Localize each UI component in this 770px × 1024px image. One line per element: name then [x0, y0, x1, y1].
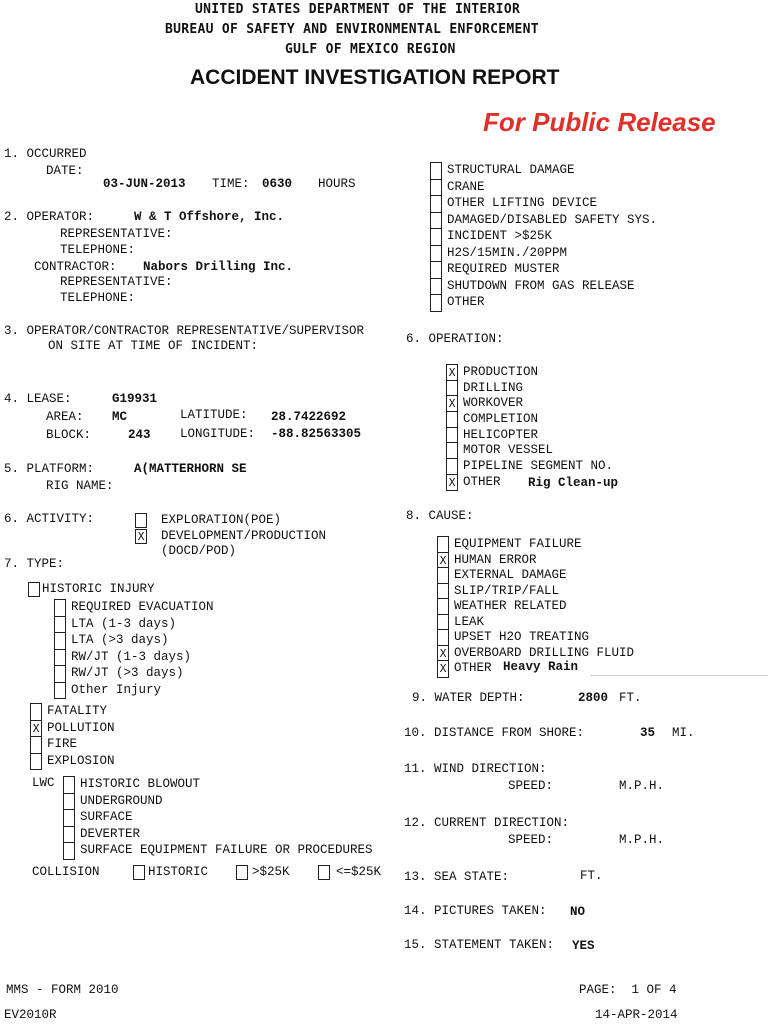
operation-checkbox[interactable]	[446, 458, 458, 475]
distance-value: 35	[640, 726, 656, 740]
wind-speed-label: SPEED:	[508, 779, 554, 793]
lwc-label: LWC	[32, 776, 55, 790]
operator-representative-label: REPRESENTATIVE:	[60, 227, 173, 241]
type-checkbox[interactable]: X	[30, 720, 42, 737]
lwc-checkbox[interactable]	[63, 776, 75, 793]
activity-label: 6. ACTIVITY:	[4, 512, 95, 526]
type-item-label: FATALITY	[47, 704, 108, 718]
collision-historic-label: HISTORIC	[148, 865, 209, 879]
incident-checkbox[interactable]	[430, 195, 442, 212]
collision-label: COLLISION	[32, 865, 100, 879]
cause-checkbox[interactable]: X	[437, 552, 449, 569]
lwc-checkbox[interactable]	[63, 826, 75, 843]
injury-checkbox[interactable]	[54, 616, 66, 633]
collision-le-checkbox[interactable]	[318, 865, 330, 880]
operation-other-value: Rig Clean-up	[528, 476, 619, 490]
statement-taken-value: YES	[572, 939, 595, 953]
water-depth-unit: FT.	[619, 691, 642, 705]
incident-checkbox[interactable]	[430, 228, 442, 245]
development-label: DEVELOPMENT/PRODUCTION	[161, 529, 327, 543]
contractor-telephone-label: TELEPHONE:	[60, 291, 136, 305]
type-checkbox[interactable]	[30, 753, 42, 771]
lwc-item-label: HISTORIC BLOWOUT	[80, 777, 201, 791]
exploration-checkbox[interactable]	[135, 513, 147, 528]
incident-item-label: INCIDENT >$25K	[447, 229, 553, 243]
lwc-checkbox[interactable]	[63, 842, 75, 860]
statement-taken-label: 15. STATEMENT TAKEN:	[404, 938, 555, 952]
type-checkbox[interactable]	[30, 736, 42, 753]
lwc-checkbox[interactable]	[63, 809, 75, 826]
current-speed-unit: M.P.H.	[619, 833, 665, 847]
incident-checkbox[interactable]	[430, 162, 442, 179]
development-label-2: (DOCD/POD)	[161, 544, 237, 558]
area-value: MC	[112, 410, 128, 424]
platform-value: A(MATTERHORN SE	[134, 462, 247, 476]
distance-unit: MI.	[672, 726, 695, 740]
historic-injury-checkbox[interactable]	[28, 582, 40, 597]
date-label: DATE:	[46, 164, 84, 178]
time-label: TIME:	[212, 177, 250, 191]
lease-value: G19931	[112, 392, 158, 406]
wind-speed-unit: M.P.H.	[619, 779, 665, 793]
latitude-label: LATITUDE:	[180, 408, 248, 422]
collision-gt-checkbox[interactable]	[236, 865, 248, 880]
cause-item-label: EXTERNAL DAMAGE	[454, 568, 567, 582]
operation-item-label: COMPLETION	[463, 412, 539, 427]
platform-label: 5. PLATFORM:	[4, 462, 95, 476]
pictures-taken-value: NO	[570, 905, 586, 919]
injury-item-label: LTA (1-3 days)	[71, 616, 177, 631]
cause-checkbox[interactable]	[437, 598, 449, 615]
report-code: EV2010R	[4, 1008, 57, 1022]
operation-item-label: OTHER	[463, 474, 501, 489]
lwc-checkbox[interactable]	[63, 793, 75, 810]
incident-item-label: DAMAGED/DISABLED SAFETY SYS.	[447, 212, 658, 227]
incident-checkbox[interactable]	[430, 245, 442, 262]
cause-checkbox[interactable]	[437, 583, 449, 600]
water-depth-value: 2800	[578, 691, 609, 705]
lease-label: 4. LEASE:	[4, 392, 72, 406]
lwc-item-label: SURFACE	[80, 810, 133, 824]
contractor-label: CONTRACTOR:	[34, 260, 117, 274]
header-line-3: GULF OF MEXICO REGION	[285, 42, 456, 57]
incident-item-label: OTHER LIFTING DEVICE	[447, 196, 598, 210]
contractor-value: Nabors Drilling Inc.	[143, 260, 294, 274]
page-number: PAGE: 1 OF 4	[579, 983, 677, 997]
cause-checkbox[interactable]	[437, 567, 449, 584]
divider-line	[590, 675, 768, 676]
cause-other-value: Heavy Rain	[503, 660, 579, 674]
block-label: BLOCK:	[46, 428, 92, 442]
injury-item-label: LTA (>3 days)	[71, 633, 169, 647]
operator-label: 2. OPERATOR:	[4, 210, 95, 224]
operation-checkbox[interactable]	[446, 442, 458, 459]
incident-item-label: OTHER	[447, 295, 485, 309]
injury-item-label: RW/JT (>3 days)	[71, 666, 184, 680]
header-line-1: UNITED STATES DEPARTMENT OF THE INTERIOR	[195, 2, 521, 17]
cause-item-label: SLIP/TRIP/FALL	[454, 583, 560, 598]
type-checkbox[interactable]	[30, 703, 42, 720]
cause-item-label: WEATHER RELATED	[454, 599, 567, 613]
type-item-label: EXPLOSION	[47, 753, 115, 768]
report-date: 14-APR-2014	[595, 1008, 678, 1022]
operation-checkbox[interactable]	[446, 380, 458, 397]
incident-checkbox[interactable]	[430, 294, 442, 312]
cause-checkbox[interactable]	[437, 536, 449, 553]
development-checkbox[interactable]: X	[135, 529, 147, 544]
type-item-label: FIRE	[47, 737, 78, 751]
wind-direction-label: 11. WIND DIRECTION:	[404, 762, 547, 776]
cause-item-label: OTHER	[454, 661, 492, 675]
longitude-value: -88.82563305	[271, 427, 362, 441]
lwc-item-label: SURFACE EQUIPMENT FAILURE OR PROCEDURES	[80, 843, 373, 857]
operation-checkbox[interactable]: X	[446, 474, 458, 492]
operator-telephone-label: TELEPHONE:	[60, 243, 136, 257]
injury-checkbox[interactable]	[54, 632, 66, 649]
incident-item-label: SHUTDOWN FROM GAS RELEASE	[447, 278, 635, 293]
operation-item-label: PRODUCTION	[463, 365, 539, 379]
block-value: 243	[128, 428, 151, 442]
exploration-label: EXPLORATION(POE)	[161, 513, 282, 527]
cause-checkbox[interactable]: X	[437, 660, 449, 678]
cause-item-label: LEAK	[454, 614, 485, 629]
operation-item-label: MOTOR VESSEL	[463, 443, 554, 458]
collision-gt-label: >$25K	[252, 865, 290, 879]
collision-le-label: <=$25K	[336, 865, 382, 879]
operation-label: 6. OPERATION:	[406, 332, 504, 346]
injury-item-label: RW/JT (1-3 days)	[71, 649, 192, 664]
area-label: AREA:	[46, 410, 84, 424]
header-line-2: BUREAU OF SAFETY AND ENVIRONMENTAL ENFORCEMENT	[165, 22, 539, 37]
operation-item-label: WORKOVER	[463, 396, 524, 411]
date-value: 03-JUN-2013	[103, 177, 186, 191]
supervisor-label-line2: ON SITE AT TIME OF INCIDENT:	[48, 339, 259, 353]
incident-item-label: STRUCTURAL DAMAGE	[447, 163, 575, 177]
operator-value: W & T Offshore, Inc.	[134, 210, 285, 224]
sea-state-label: 13. SEA STATE:	[404, 870, 510, 884]
incident-item-label: H2S/15MIN./20PPM	[447, 245, 568, 260]
operation-checkbox[interactable]: X	[446, 364, 458, 381]
sea-state-unit: FT.	[580, 869, 603, 883]
incident-checkbox[interactable]	[430, 278, 442, 295]
pictures-taken-label: 14. PICTURES TAKEN:	[404, 904, 547, 918]
injury-checkbox[interactable]	[54, 649, 66, 666]
historic-injury-label: HISTORIC INJURY	[42, 582, 155, 596]
incident-item-label: REQUIRED MUSTER	[447, 262, 560, 276]
injury-checkbox[interactable]	[54, 665, 66, 682]
injury-checkbox[interactable]	[54, 599, 66, 616]
cause-item-label: EQUIPMENT FAILURE	[454, 537, 582, 551]
incident-checkbox[interactable]	[430, 179, 442, 196]
operation-item-label: DRILLING	[463, 380, 524, 395]
operation-checkbox[interactable]	[446, 411, 458, 428]
cause-checkbox[interactable]	[437, 629, 449, 646]
supervisor-label-line1: 3. OPERATOR/CONTRACTOR REPRESENTATIVE/SUPERVISOR	[4, 324, 365, 338]
injury-item-label: Other Injury	[71, 682, 162, 697]
occurred-label: 1. OCCURRED	[4, 147, 87, 161]
incident-checkbox[interactable]	[430, 212, 442, 229]
type-label: 7. TYPE:	[4, 557, 65, 571]
report-title: ACCIDENT INVESTIGATION REPORT	[190, 66, 560, 89]
form-number: MMS - FORM 2010	[6, 983, 119, 997]
cause-item-label: OVERBOARD DRILLING FLUID	[454, 645, 635, 660]
public-release-stamp: For Public Release	[483, 107, 716, 137]
operation-checkbox[interactable]	[446, 427, 458, 444]
longitude-label: LONGITUDE:	[180, 427, 256, 441]
collision-historic-checkbox[interactable]	[133, 865, 145, 880]
current-speed-label: SPEED:	[508, 833, 554, 847]
incident-checkbox[interactable]	[430, 261, 442, 278]
cause-checkbox[interactable]	[437, 614, 449, 631]
injury-item-label: REQUIRED EVACUATION	[71, 600, 214, 614]
injury-checkbox[interactable]	[54, 682, 66, 700]
incident-item-label: CRANE	[447, 179, 485, 194]
hours-label: HOURS	[318, 177, 356, 191]
distance-label: 10. DISTANCE FROM SHORE:	[404, 726, 585, 740]
cause-checkbox[interactable]: X	[437, 645, 449, 662]
water-depth-label: 9. WATER DEPTH:	[412, 691, 525, 705]
lwc-item-label: UNDERGROUND	[80, 793, 163, 808]
operation-item-label: HELICOPTER	[463, 427, 539, 442]
operation-item-label: PIPELINE SEGMENT NO.	[463, 459, 614, 474]
cause-item-label: UPSET H2O TREATING	[454, 630, 590, 644]
time-value: 0630	[262, 177, 293, 191]
latitude-value: 28.7422692	[271, 410, 347, 424]
contractor-representative-label: REPRESENTATIVE:	[60, 275, 173, 289]
type-item-label: POLLUTION	[47, 720, 115, 735]
cause-label: 8. CAUSE:	[406, 509, 474, 523]
current-direction-label: 12. CURRENT DIRECTION:	[404, 816, 570, 830]
operation-checkbox[interactable]: X	[446, 395, 458, 412]
lwc-item-label: DEVERTER	[80, 826, 141, 841]
cause-item-label: HUMAN ERROR	[454, 552, 537, 567]
rig-name-label: RIG NAME:	[46, 479, 114, 493]
